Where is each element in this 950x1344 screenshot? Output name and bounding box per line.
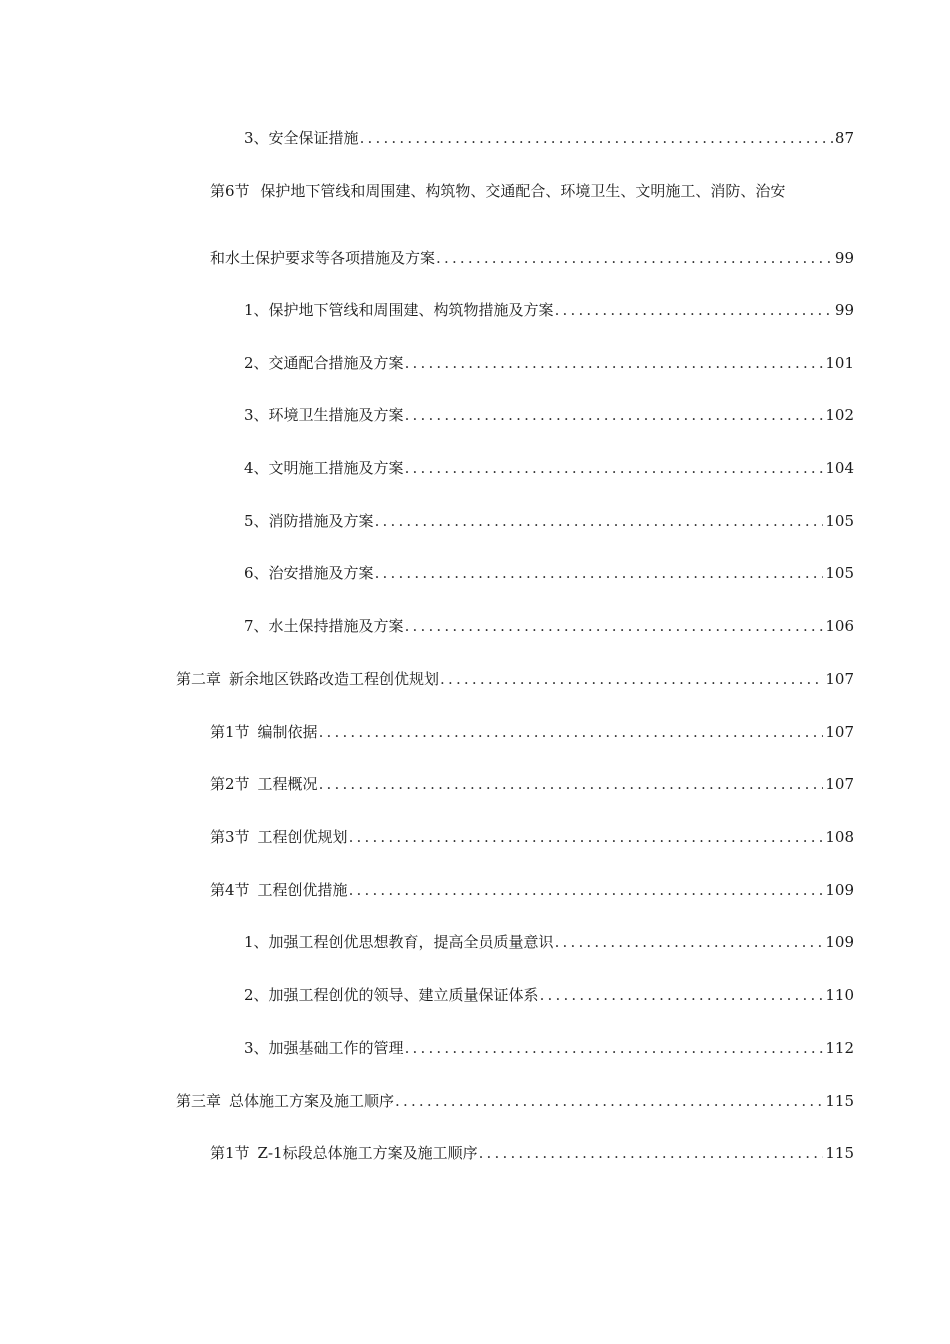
toc-leader-dots xyxy=(319,720,824,744)
toc-entry-page: 115 xyxy=(825,1092,854,1110)
toc-entry[interactable] xyxy=(244,614,854,638)
toc-leader-dots xyxy=(395,1089,823,1113)
toc-entry-page: 101 xyxy=(825,354,854,372)
toc-entry-title: 工程概况 xyxy=(257,775,318,793)
toc-section-entry[interactable] xyxy=(210,720,854,744)
toc-section-entry[interactable] xyxy=(210,772,854,796)
toc-entry-page: 112 xyxy=(825,1039,854,1057)
toc-leader-dots xyxy=(405,614,824,638)
toc-entry-title: 安全保证措施 xyxy=(268,129,359,147)
toc-entry-number: 3、 xyxy=(244,129,269,147)
toc-entry-title: 保护地下管线和周围建、构筑物措施及方案 xyxy=(268,301,554,319)
toc-entry[interactable] xyxy=(244,126,854,150)
toc-entry-number: 3、 xyxy=(244,1039,269,1057)
toc-leader-dots xyxy=(405,351,824,375)
toc-entry-number: 第1节 xyxy=(210,1144,250,1162)
toc-entry-number: 4、 xyxy=(244,459,269,477)
toc-leader-dots xyxy=(375,561,824,585)
toc-entry-title-continued: 和水土保护要求等各项措施及方案 xyxy=(210,249,436,267)
toc-section-entry[interactable] xyxy=(210,825,854,849)
toc-entry-number: 7、 xyxy=(244,617,269,635)
toc-entry-number: 第三章 xyxy=(176,1092,222,1110)
toc-entry-number: 2、 xyxy=(244,986,269,1004)
toc-leader-dots xyxy=(405,1036,824,1060)
toc-entry[interactable] xyxy=(244,351,854,375)
toc-entry-title: 加强工程创优思想教育，提高全员质量意识 xyxy=(268,933,554,951)
toc-entry-number: 第4节 xyxy=(210,881,250,899)
toc-leader-dots xyxy=(436,246,833,270)
toc-entry-title: 加强基础工作的管理 xyxy=(268,1039,404,1057)
toc-entry-number: 第6节 xyxy=(210,182,250,200)
toc-entry-number: 2、 xyxy=(244,354,269,372)
toc-entry-number: 6、 xyxy=(244,564,269,582)
toc-entry-page: 102 xyxy=(825,406,854,424)
toc-entry-title: 治安措施及方案 xyxy=(268,564,374,582)
toc-entry[interactable] xyxy=(244,298,854,322)
toc-entry-title: 总体施工方案及施工顺序 xyxy=(229,1092,395,1110)
toc-entry-number: 1、 xyxy=(244,301,269,319)
toc-entry-number: 第2节 xyxy=(210,775,250,793)
toc-leader-dots xyxy=(349,825,824,849)
toc-entry-page: 87 xyxy=(834,129,854,147)
toc-entry-number: 第1节 xyxy=(210,723,250,741)
toc-entry-title: 加强工程创优的领导、建立质量保证体系 xyxy=(268,986,539,1004)
toc-entry-number: 1、 xyxy=(244,933,269,951)
toc-leader-dots xyxy=(555,930,824,954)
toc-entry[interactable] xyxy=(244,930,854,954)
toc-entry-title: Z-1标段总体施工方案及施工顺序 xyxy=(257,1144,478,1162)
toc-entry-page: 109 xyxy=(825,881,854,899)
toc-entry-title: 保护地下管线和周围建、构筑物、交通配合、环境卫生、文明施工、消防、治安 xyxy=(260,182,786,200)
toc-entry-page: 110 xyxy=(825,986,854,1004)
toc-leader-dots xyxy=(405,456,824,480)
toc-entry-page: 107 xyxy=(825,670,854,688)
toc-leader-dots xyxy=(555,298,833,322)
toc-entry-page: 106 xyxy=(825,617,854,635)
toc-leader-dots xyxy=(360,126,833,150)
toc-entry-page: 99 xyxy=(834,249,854,267)
toc-entry-page: 104 xyxy=(825,459,854,477)
toc-entry[interactable] xyxy=(244,403,854,427)
toc-section-entry[interactable] xyxy=(210,878,854,902)
toc-chapter-entry[interactable] xyxy=(176,667,854,691)
toc-entry-title: 水土保持措施及方案 xyxy=(268,617,404,635)
toc-entry-number: 第二章 xyxy=(176,670,222,688)
toc-entry-title: 工程创优措施 xyxy=(257,881,348,899)
toc-entry[interactable] xyxy=(244,1036,854,1060)
toc-entry-title: 工程创优规划 xyxy=(257,828,348,846)
toc-entry-page: 105 xyxy=(825,512,854,530)
toc-leader-dots xyxy=(375,509,824,533)
toc-entry-title: 消防措施及方案 xyxy=(268,512,374,530)
toc-leader-dots xyxy=(479,1141,824,1165)
toc-entry-page: 107 xyxy=(825,775,854,793)
toc-entry-title: 新余地区铁路改造工程创优规划 xyxy=(229,670,440,688)
toc-entry[interactable] xyxy=(244,561,854,585)
toc-entry-number: 5、 xyxy=(244,512,269,530)
toc-leader-dots xyxy=(405,403,824,427)
toc-section-entry[interactable] xyxy=(210,1141,854,1165)
toc-leader-dots xyxy=(349,878,824,902)
toc-leader-dots xyxy=(440,667,823,691)
toc-leader-dots xyxy=(540,983,824,1007)
toc-entry-page: 115 xyxy=(825,1144,854,1162)
toc-entry[interactable] xyxy=(244,456,854,480)
toc-leader-dots xyxy=(319,772,824,796)
toc-chapter-entry[interactable] xyxy=(176,1089,854,1113)
toc-entry[interactable] xyxy=(244,509,854,533)
toc-entry[interactable] xyxy=(244,983,854,1007)
toc-entry-wrapped-first-line[interactable] xyxy=(210,179,854,203)
toc-entry-page: 109 xyxy=(825,933,854,951)
toc-entry-title: 编制依据 xyxy=(257,723,318,741)
toc-entry-page: 107 xyxy=(825,723,854,741)
toc-entry-number: 第3节 xyxy=(210,828,250,846)
toc-entry-page: 99 xyxy=(834,301,854,319)
toc-entry-number: 3、 xyxy=(244,406,269,424)
toc-entry-page: 108 xyxy=(825,828,854,846)
toc-entry-page: 105 xyxy=(825,564,854,582)
toc-entry-wrapped-second-line[interactable] xyxy=(210,246,854,270)
toc-entry-title: 交通配合措施及方案 xyxy=(268,354,404,372)
toc-entry-title: 文明施工措施及方案 xyxy=(268,459,404,477)
toc-entry-title: 环境卫生措施及方案 xyxy=(268,406,404,424)
